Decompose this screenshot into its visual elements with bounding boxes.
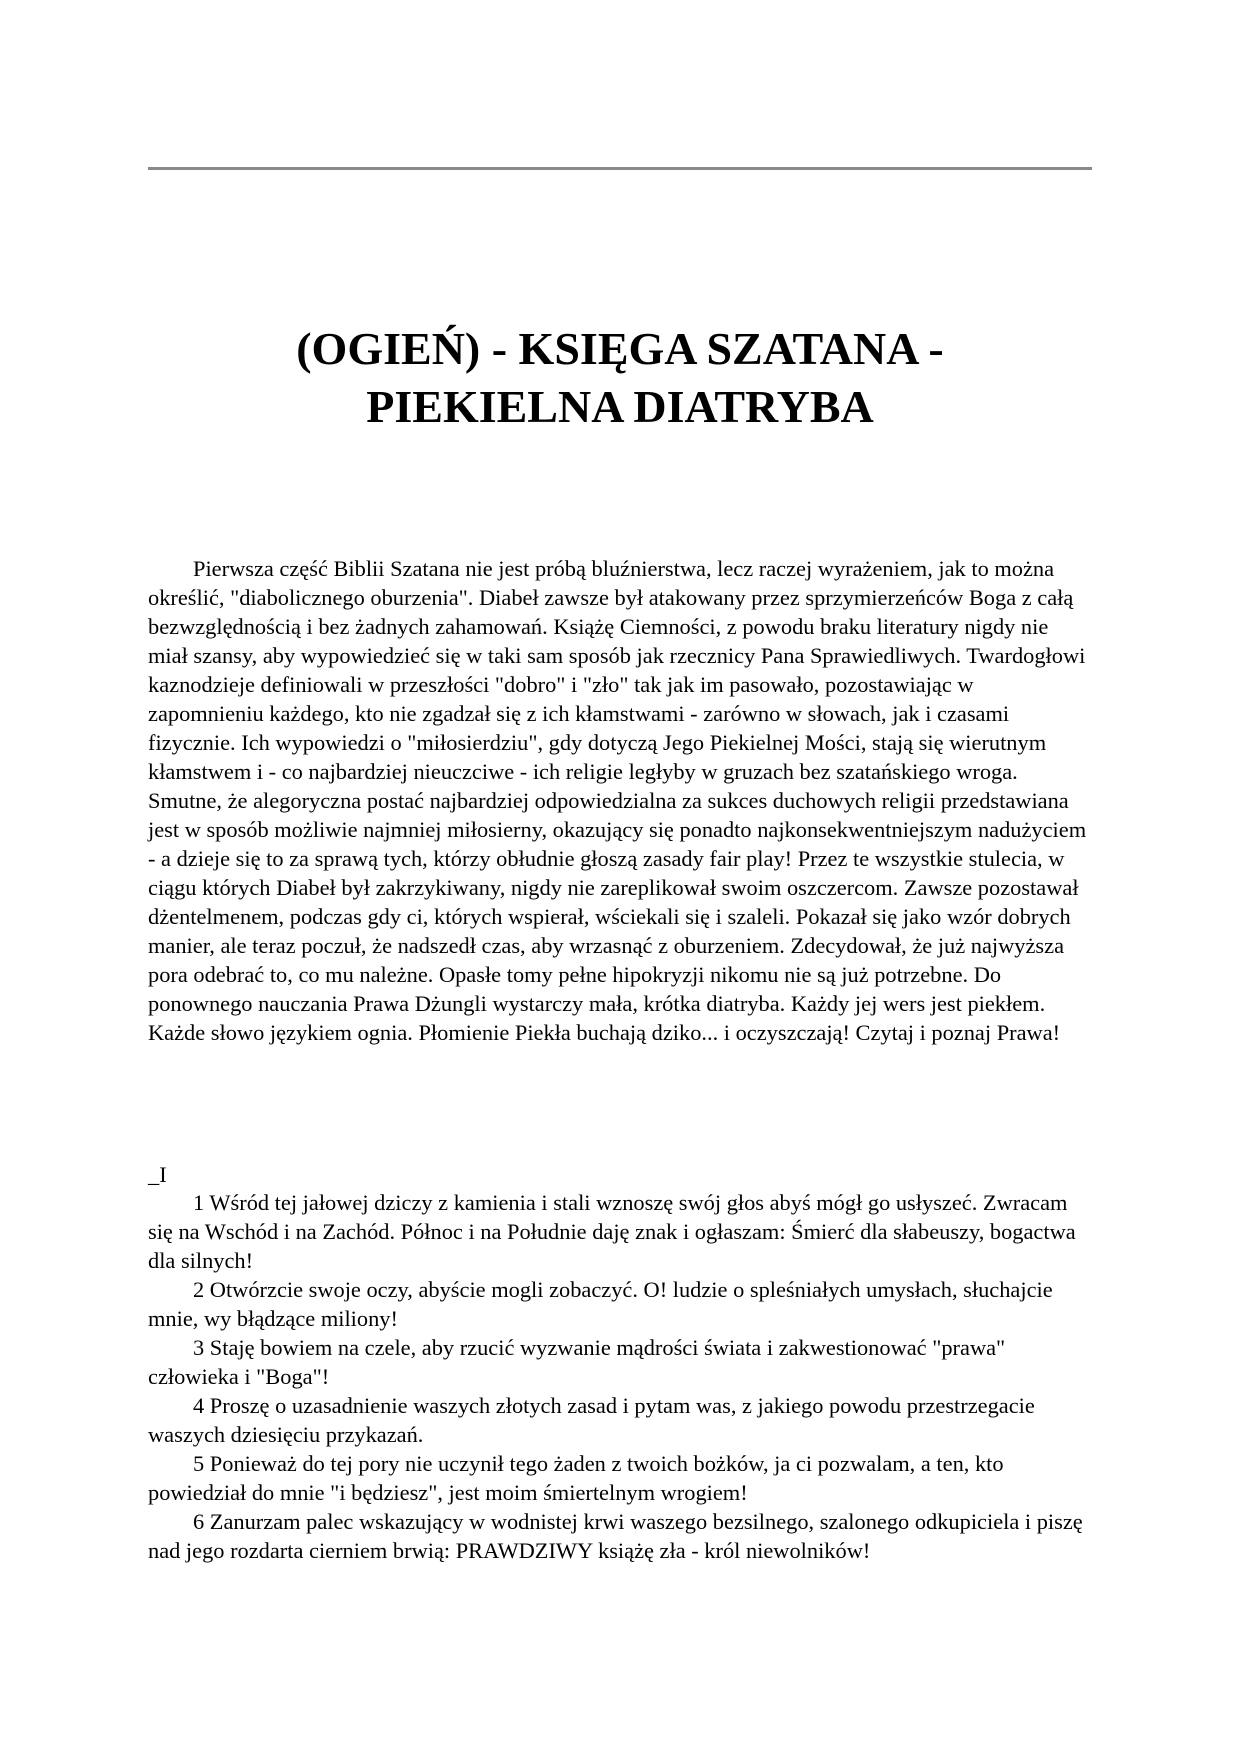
section-mark: _I: [148, 1162, 167, 1187]
verse-3: 3 Staję bowiem na czele, aby rzucić wyzwanie mądrości świata i zakwestionować "prawa" człowieka i "Boga"!: [148, 1335, 1006, 1389]
page-title: [148, 320, 1092, 436]
title-line-2: PIEKIELNA DIATRYBA: [366, 381, 874, 432]
intro-paragraph: Pierwsza część Biblii Szatana nie jest próbą bluźnierstwa, lecz raczej wyrażeniem, jak to można określić, "diabolicznego oburzenia". Diabeł zawsze był atakowany przez sprzymierzeńców Boga z całą bezwzględnością i bez żadnych zahamowań. Książę Ciemności, z powodu braku literatury nigdy nie miał szansy, aby wypowiedzieć się w taki sam sposób jak rzecznicy Pana Sprawiedliwych. Twardogłowi kaznodzieje definiowali w przeszłości "dobro" i "zło" tak jak im pasowało, pozostawiając w zapomnieniu każdego, kto nie zgadzał się z ich kłamstwami - zarówno w słowach, jak i czasami fizycznie. Ich wypowiedzi o "miłosierdziu", gdy dotyczą Jego Piekielnej Mości, stają się wierutnym kłamstwem i - co najbardziej nieuczciwe - ich religie ległyby w gruzach bez szatańskiego wroga. Smutne, że alegoryczna postać najbardziej odpowiedzialna za sukces duchowych religii przedstawiana jest w sposób możliwie najmniej miłosierny, okazujący się ponadto najkonsekwentniejszym nadużyciem - a dzieje się to za sprawą tych, którzy obłudnie głoszą zasady fair play! Przez te wszystkie stulecia, w ciągu których Diabeł był zakrzykiwany, nigdy nie zareplikował swoim oszczercom. Zawsze pozostawał dżentelmenem, podczas gdy ci, których wspierał, wściekali się i szaleli. Pokazał się jako wzór dobrych manier, ale teraz poczuł, że nadszedł czas, aby wrzasnąć z oburzeniem. Zdecydował, że już najwyższa pora odebrać to, co mu należne. Opasłe tomy pełne hipokryzji nikomu nie są już potrzebne. Do ponownego nauczania Prawa Dżungli wystarczy mała, krótka diatryba. Każdy jej wers jest piekłem. Każde słowo językiem ognia. Płomienie Piekła buchają dziko... i oczyszczają! Czytaj i poznaj Prawa!: [148, 556, 1087, 1045]
verse-4: 4 Proszę o uzasadnienie waszych złotych zasad i pytam was, z jakiego powodu przestrzegacie waszych dziesięciu przykazań.: [148, 1393, 1035, 1447]
verse-2: 2 Otwórzcie swoje oczy, abyście mogli zobaczyć. O! ludzie o spleśniałych umysłach, słuchajcie mnie, wy błądzące miliony!: [148, 1277, 1053, 1331]
header-rule: [148, 167, 1092, 170]
title-line-1: (OGIEŃ) - KSIĘGA SZATANA -: [296, 323, 944, 374]
verse-1: 1 Wśród tej jałowej dziczy z kamienia i stali wznoszę swój głos abyś mógł go usłyszeć. Zwracam się na Wschód i na Zachód. Północ i na Południe daję znak i ogłaszam: Śmierć dla słabeuszy, bogactwa dla silnych!: [148, 1190, 1076, 1273]
verse-6: 6 Zanurzam palec wskazujący w wodnistej krwi waszego bezsilnego, szalonego odkupiciela i piszę nad jego rozdarta cierniem brwią: PRAWDZIWY książę zła - król niewolników!: [148, 1509, 1083, 1563]
section-i: [148, 1162, 1092, 1565]
verse-5: 5 Ponieważ do tej pory nie uczynił tego żaden z twoich bożków, ja ci pozwalam, a ten, kto powiedział do mnie "i będziesz", jest moim śmiertelnym wrogiem!: [148, 1451, 1004, 1505]
